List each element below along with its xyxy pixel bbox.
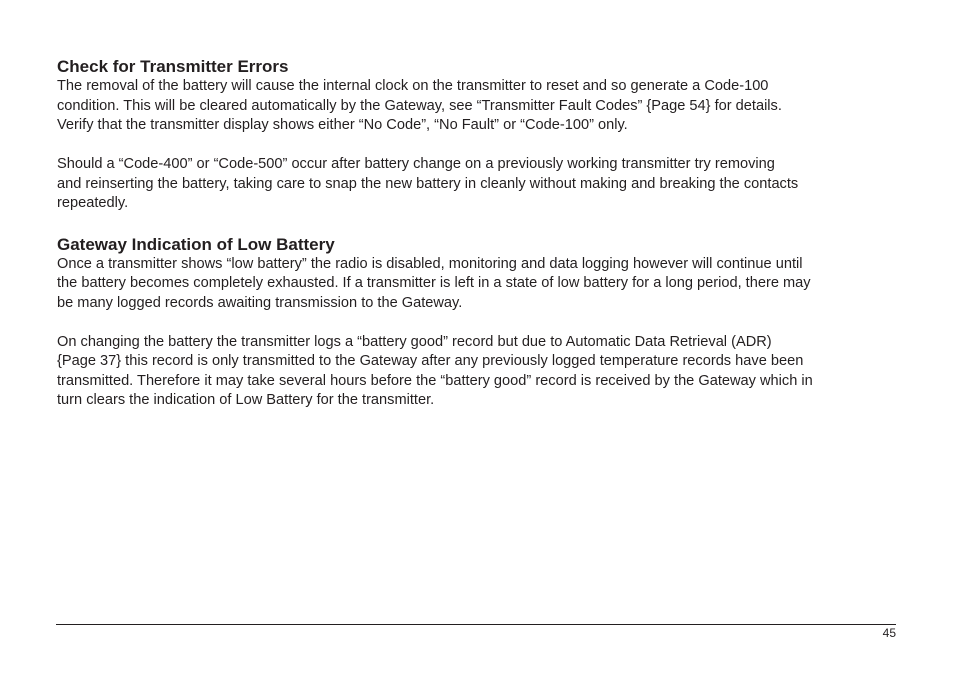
- text-line: Should a “Code-400” or “Code-500” occur after battery change on a previously working transmitter try removing: [57, 156, 775, 172]
- text-line: be many logged records awaiting transmission to the Gateway.: [57, 294, 463, 311]
- text-line: On changing the battery the transmitter logs a “battery good” record but due to Automatic Data Retrieval (ADR): [57, 333, 772, 350]
- text-line: transmitted. Therefore it may take several hours before the “battery good” record is received by the Gateway which in: [57, 372, 813, 389]
- text-line: Once a transmitter shows “low battery” the radio is disabled, monitoring and data logging however will continue until: [57, 255, 803, 272]
- footer-rule: [56, 624, 896, 625]
- section-heading: Check for Transmitter Errors: [57, 57, 289, 76]
- text-line: the battery becomes completely exhausted. If a transmitter is left in a state of low battery for a long period, there may: [57, 275, 811, 291]
- text-line: {Page 37} this record is only transmitted to the Gateway after any previously logged temperature records have been: [57, 353, 804, 369]
- text-line: turn clears the indication of Low Battery for the transmitter.: [57, 392, 435, 408]
- paragraph: [57, 255, 897, 314]
- text-line: The removal of the battery will cause the internal clock on the transmitter to reset and so generate a Code-100: [57, 78, 769, 94]
- section-heading: Gateway Indication of Low Battery: [57, 234, 335, 254]
- page-content: [57, 57, 897, 411]
- section-low-battery: [57, 235, 897, 411]
- text-line: condition. This will be cleared automatically by the Gateway, see “Transmitter Fault Codes” {Page 54} for details.: [57, 97, 782, 114]
- page-number: 45: [882, 626, 896, 640]
- text-line: and reinserting the battery, taking care to snap the new battery in cleanly without making and breaking the contacts: [57, 175, 799, 192]
- section-transmitter-errors: [57, 57, 897, 214]
- text-line: Verify that the transmitter display shows either “No Code”, “No Fault” or “Code-100” only.: [57, 117, 628, 133]
- paragraph: [57, 333, 897, 411]
- paragraph: [57, 77, 897, 136]
- text-line: repeatedly.: [57, 195, 129, 211]
- paragraph: [57, 155, 897, 214]
